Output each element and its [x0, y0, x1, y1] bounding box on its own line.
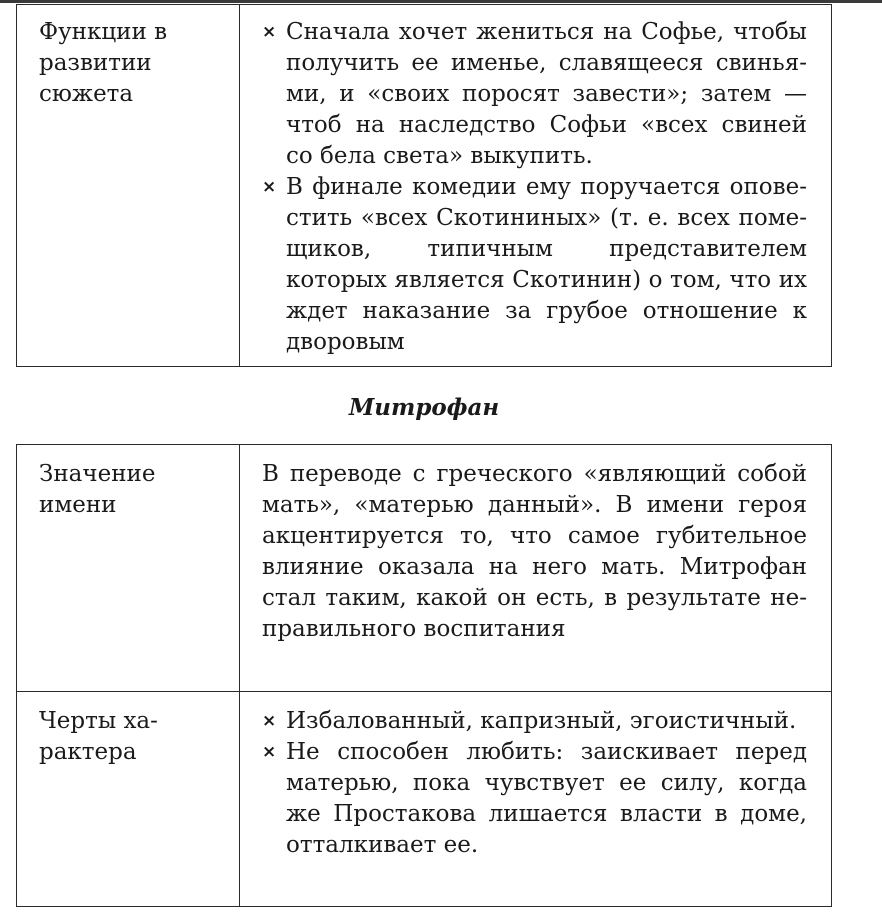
row-label: Функции в развитии сюжета — [17, 5, 240, 367]
list-item — [262, 17, 807, 172]
row-label: Черты характера — [17, 692, 240, 907]
list-item-text: Сначала хочет жениться на Софье, чтобы получить ее именье, славящееся свиньями, и «своих поросят завести»; затем — чтоб на наследство Софьи «всех свиней со бела света» выкупить. — [286, 19, 807, 169]
table-row — [17, 445, 832, 692]
table-row — [17, 5, 832, 367]
skotinin-table — [16, 4, 832, 367]
mitrofan-table — [16, 444, 832, 907]
cross-bullet-icon: × — [262, 22, 277, 42]
section-title: Митрофан — [348, 394, 500, 421]
row-content: В переводе с греческого «являющий собой мать», «матерью данный». В имени героя акцентируется то, что самое губительное влияние оказала на него мать. Митрофан стал таким, какой он есть, в результате неправильного воспитания — [240, 445, 832, 692]
list-item-text: Не способен любить: заискивает перед матерью, пока чувствует ее силу, когда же Простакова лишается власти в доме, отталкивает ее. — [286, 739, 807, 858]
list-item — [262, 737, 807, 861]
list-item — [262, 172, 807, 358]
row-content — [240, 692, 832, 907]
row-content — [240, 5, 832, 367]
row-label: Значение имени — [17, 445, 240, 692]
cross-bullet-icon: × — [262, 177, 277, 197]
list-item-text: В финале комедии ему поручается оповестить «всех Скотининых» (т. е. всех помещиков, типичным представителем которых является Скотинин) о том, что их ждет наказание за грубое отношение к дворовым — [286, 174, 807, 355]
cross-bullet-icon: × — [262, 711, 277, 731]
table-row — [17, 692, 832, 907]
list-item-text: Избалованный, капризный, эгоистичный. — [286, 708, 797, 734]
top-rule — [0, 0, 882, 3]
cross-bullet-icon: × — [262, 742, 277, 762]
list-item — [262, 706, 807, 737]
